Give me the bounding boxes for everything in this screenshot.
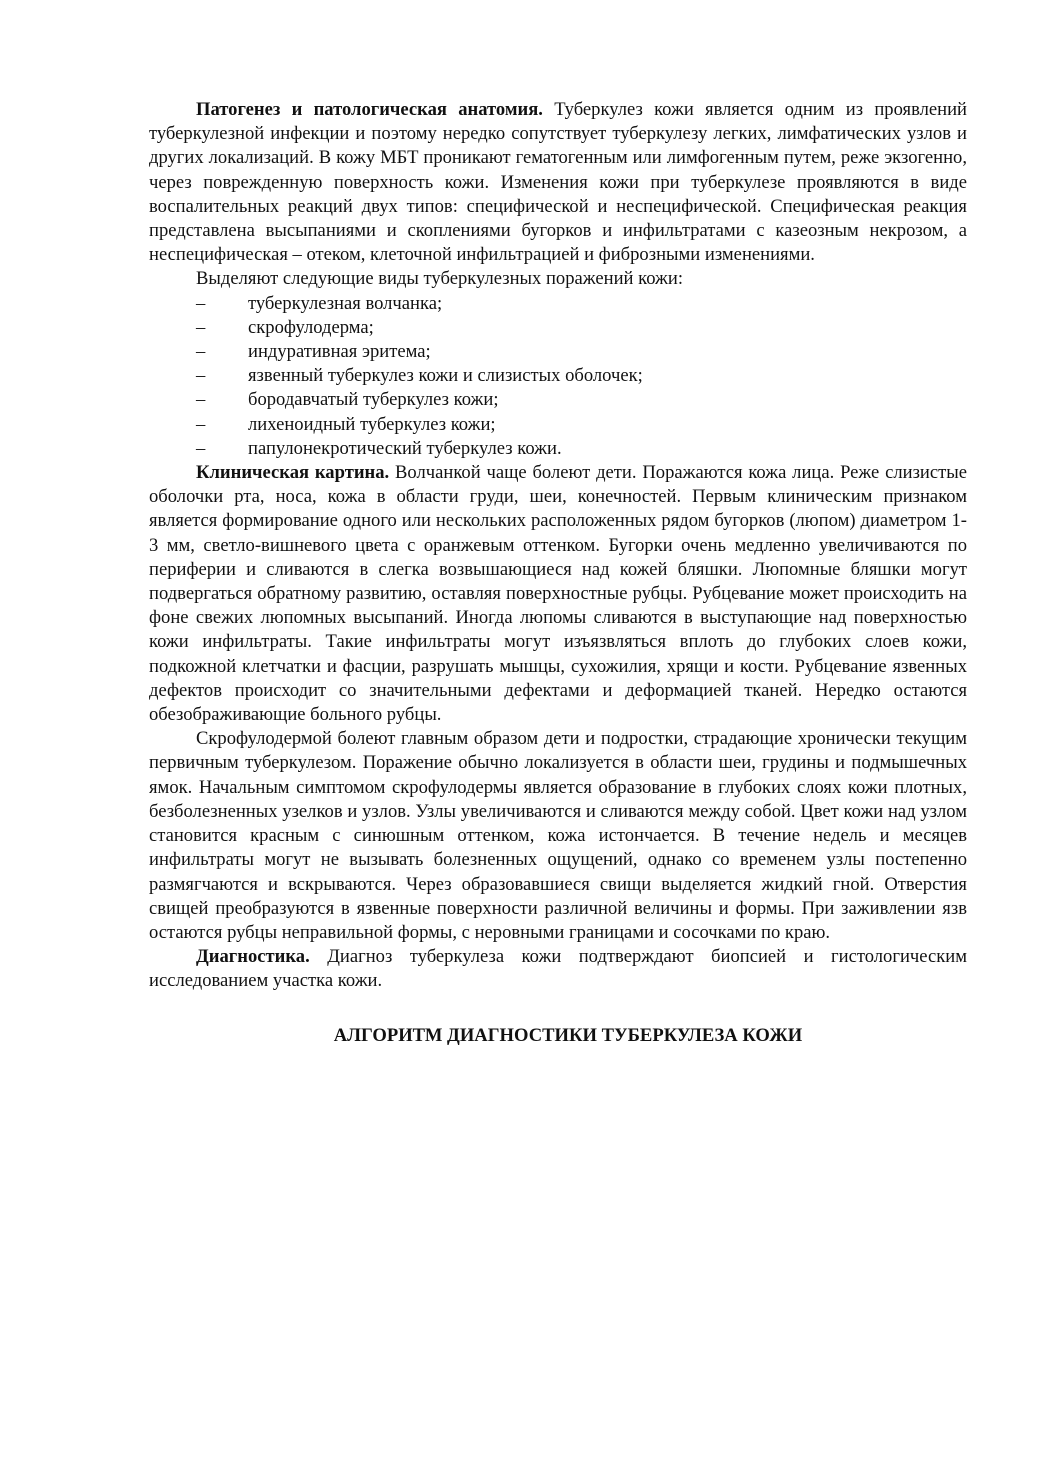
- list-item-text: папулонекротический туберкулез кожи.: [248, 437, 562, 459]
- algorithm-title: АЛГОРИТМ ДИАГНОСТИКИ ТУБЕРКУЛЕЗА КОЖИ: [333, 1024, 803, 1046]
- pathogenesis-heading: Патогенез и патологическая анатомия.: [196, 99, 543, 120]
- list-item: [149, 340, 967, 364]
- list-dash: –: [196, 365, 206, 387]
- list-item: [149, 292, 967, 316]
- list-item: [149, 364, 967, 388]
- types-intro: Выделяют следующие виды туберкулезных поражений кожи:: [196, 268, 684, 290]
- list-item: [149, 388, 967, 412]
- diagnostics-paragraph: [149, 945, 967, 993]
- list-item: [149, 437, 967, 461]
- clinical-heading: Клиническая картина.: [196, 462, 390, 484]
- list-dash: –: [196, 316, 206, 338]
- list-item-text: язвенный туберкулез кожи и слизистых оболочек;: [248, 365, 643, 387]
- clinical-paragraph: [149, 461, 967, 727]
- list-item-text: лихеноидный туберкулез кожи;: [248, 413, 496, 435]
- diagnostics-heading: Диагностика.: [196, 946, 310, 968]
- list-item-text: индуративная эритема;: [248, 341, 431, 363]
- document-page: [149, 98, 967, 1048]
- list-dash: –: [196, 341, 206, 363]
- list-item-text: бородавчатый туберкулез кожи;: [248, 389, 499, 411]
- scrofuloderma-paragraph: Скрофулодермой болеют главным образом дети и подростки, страдающие хронически текущим первичным туберкулезом. Поражение обычно локализуется в области шеи, грудины и подмышечных ямок. Начальным симптомом скрофулодермы является образование в глубоких слоях кожи плотных, безболезненных узелков и узлов. Узлы увеличиваются и сливаются между собой. Цвет кожи над узлом становится красным с синюшным оттенком, кожа истончается. В течение недель и месяцев инфильтраты могут не вызывать болезненных ощущений, однако со временем узлы постепенно размягчаются и вскрываются. Через образовавшиеся свищи выделяется жидкий гной. Отверстия свищей преобразуются в язвенные поверхности различной величины и формы. При заживлении язв остаются рубцы неправильной формы, с неровными границами и сосочками по краю.: [149, 728, 967, 943]
- list-dash: –: [196, 413, 206, 435]
- list-item-text: скрофулодерма;: [248, 316, 374, 338]
- list-item: [149, 413, 967, 437]
- list-dash: –: [196, 437, 206, 459]
- pathogenesis-paragraph: [149, 98, 967, 267]
- clinical-text: Волчанкой чаще болеют дети. Поражаются кожа лица. Реже слизистые оболочки рта, носа, кожа в области груди, шеи, конечностей. Первым клиническим признаком является формирование одного или нескольких расположенных рядом бугорков (люпом) диаметром 1-3 мм, светло-вишневого цвета с оранжевым оттенком. Бугорки очень медленно увеличиваются по периферии и сливаются в слегка возвышающиеся над кожей бляшки. Люпомные бляшки могут подвергаться обратному развитию, оставляя поверхностные рубцы. Рубцевание может происходить на фоне свежих люпомных высыпаний. Иногда люпомы сливаются в выступающие над поверхностью кожи инфильтраты. Такие инфильтраты могут изъязвляться вплоть до глубоких слоев кожи, подкожной клетчатки и фасции, разрушать мышцы, сухожилия, хрящи и кости. Рубцевание язвенных дефектов происходит со значительными дефектами и деформацией тканей. Нередко остаются обезображивающие больного рубцы.: [149, 462, 967, 726]
- types-list: [149, 292, 967, 461]
- list-dash: –: [196, 292, 206, 314]
- list-dash: –: [196, 389, 206, 411]
- diagnostics-text: Диагноз туберкулеза кожи подтверждают биопсией и гистологическим исследованием участка кожи.: [149, 946, 967, 992]
- list-item-text: туберкулезная волчанка;: [248, 292, 443, 314]
- list-item: [149, 316, 967, 340]
- pathogenesis-text: Туберкулез кожи является одним из проявлений туберкулезной инфекции и поэтому нередко сопутствует туберкулезу легких, лимфатических узлов и других локализаций. В кожу МБТ проникают гематогенным или лимфогенным путем, реже экзогенно, через поврежденную поверхность кожи. Изменения кожи при туберкулезе проявляются в виде воспалительных реакций двух типов: специфической и неспецифической. Специфическая реакция представлена высыпаниями и скоплениями бугорков и инфильтратами с казеозным некрозом, а неспецифическая – отеком, клеточной инфильтрацией и фиброзными изменениями.: [149, 99, 967, 266]
